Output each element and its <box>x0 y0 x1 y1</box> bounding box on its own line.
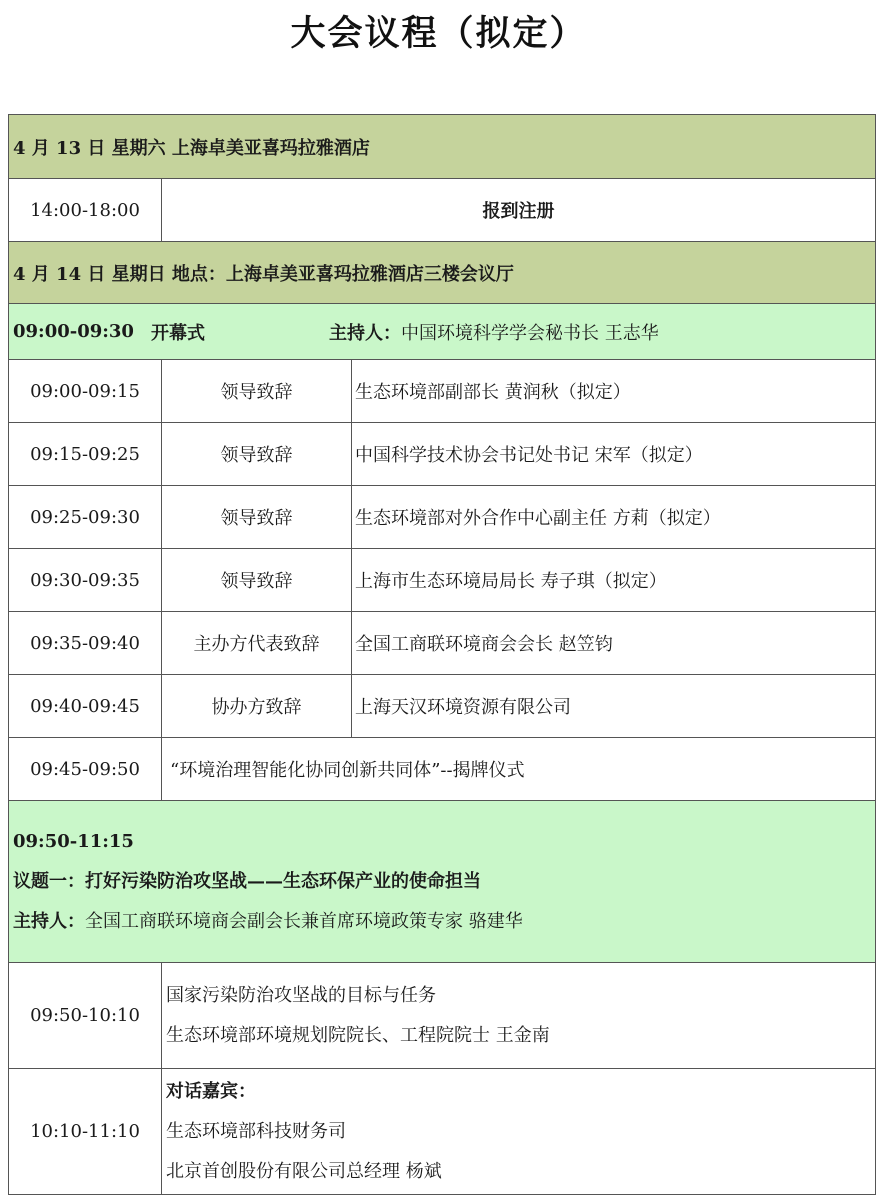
speech-row <box>9 612 875 675</box>
speech-row <box>9 675 875 738</box>
ceremony-label: “环境治理智能化协同创新共同体”--揭牌仪式 <box>170 760 525 781</box>
speech-role: 领导致辞 <box>162 423 352 485</box>
speech-time: 09:00-09:15 <box>9 360 162 422</box>
opening-host: 中国环境科学学会秘书长 王志华 <box>401 322 659 344</box>
speech-role: 领导致辞 <box>162 486 352 548</box>
opening-session-row <box>9 304 875 360</box>
day1-header: 4 月 13 日 星期六 上海卓美亚喜玛拉雅酒店 <box>13 137 370 159</box>
speech-person: 生态环境部对外合作中心副主任 方莉（拟定） <box>355 508 721 529</box>
dialogue-row <box>9 1069 875 1195</box>
talk1-row <box>9 963 875 1069</box>
page-title: 大会议程（拟定） <box>290 14 587 54</box>
speech-person: 上海市生态环境局局长 寿子琪（拟定） <box>355 571 667 592</box>
opening-host-label: 主持人： <box>329 322 401 344</box>
talk1-speaker: 生态环境部环境规划院院长、工程院院士 王金南 <box>166 1024 550 1046</box>
speech-row <box>9 486 875 549</box>
dialogue-guest-1: 生态环境部科技财务司 <box>166 1120 346 1142</box>
speech-role: 领导致辞 <box>162 360 352 422</box>
dialogue-time: 10:10-11:10 <box>9 1069 162 1194</box>
talk1-topic: 国家污染防治攻坚战的目标与任务 <box>166 984 436 1006</box>
speech-role: 主办方代表致辞 <box>162 612 352 674</box>
speech-time: 09:15-09:25 <box>9 423 162 485</box>
ceremony-row <box>9 738 875 801</box>
registration-time: 14:00-18:00 <box>9 179 162 241</box>
speech-person: 全国工商联环境商会会长 赵笠钧 <box>355 634 613 655</box>
opening-name: 开幕式 <box>151 322 205 344</box>
topic1-host-label: 主持人： <box>13 910 85 932</box>
dialogue-content <box>162 1069 875 1194</box>
agenda-table <box>8 114 876 1195</box>
day2-header-row <box>9 242 875 304</box>
ceremony-time: 09:45-09:50 <box>9 738 162 800</box>
day1-header-row <box>9 115 875 179</box>
speech-time: 09:30-09:35 <box>9 549 162 611</box>
registration-label: 报到注册 <box>482 201 555 222</box>
topic1-host-line <box>13 902 523 942</box>
talk1-time: 09:50-10:10 <box>9 963 162 1068</box>
speech-person: 生态环境部副部长 黄润秋（拟定） <box>355 382 631 403</box>
speech-role: 领导致辞 <box>162 549 352 611</box>
day2-header: 4 月 14 日 星期日 地点：上海卓美亚喜玛拉雅酒店三楼会议厅 <box>13 263 514 285</box>
speech-person: 中国科学技术协会书记处书记 宋军（拟定） <box>355 445 703 466</box>
topic1-host: 全国工商联环境商会副会长兼首席环境政策专家 骆建华 <box>85 910 523 932</box>
speech-row <box>9 360 875 423</box>
registration-row <box>9 179 875 242</box>
topic1-title: 议题一：打好污染防治攻坚战——生态环保产业的使命担当 <box>13 870 481 892</box>
speech-role: 协办方致辞 <box>162 675 352 737</box>
topic1-session-row <box>9 801 875 963</box>
opening-time: 09:00-09:30 <box>13 321 134 342</box>
speech-person: 上海天汉环境资源有限公司 <box>355 697 571 718</box>
speech-row <box>9 423 875 486</box>
speech-time: 09:25-09:30 <box>9 486 162 548</box>
talk1-content <box>162 963 875 1068</box>
speech-row <box>9 549 875 612</box>
speech-time: 09:40-09:45 <box>9 675 162 737</box>
topic1-time: 09:50-11:15 <box>13 830 134 852</box>
dialogue-guest-2: 北京首创股份有限公司总经理 杨斌 <box>166 1160 442 1182</box>
speech-time: 09:35-09:40 <box>9 612 162 674</box>
dialogue-label: 对话嘉宾： <box>166 1080 256 1102</box>
